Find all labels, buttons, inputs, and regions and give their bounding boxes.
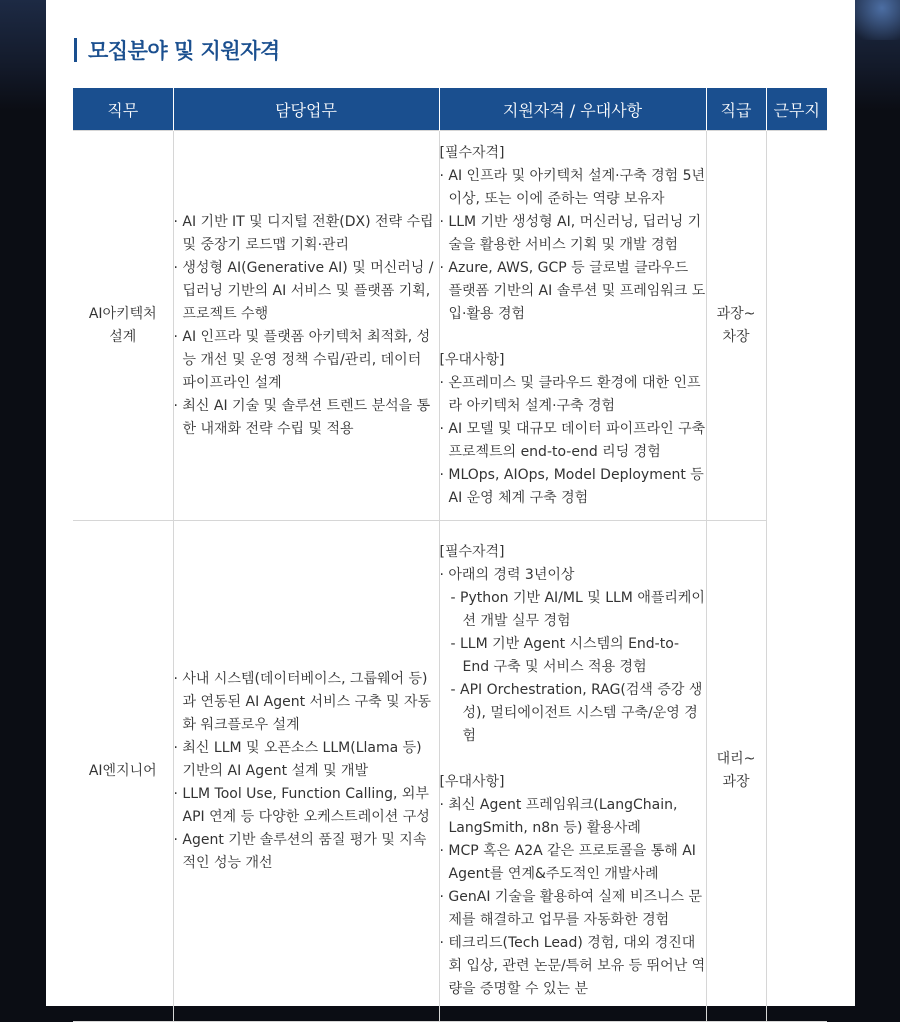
- qualifications-cell: [439, 521, 706, 1022]
- header-qualifications: 지원자격 / 우대사항: [439, 88, 706, 131]
- header-role: 직무: [73, 88, 173, 131]
- preferred-item: · MCP 혹은 A2A 같은 프로토콜을 통해 AI Agent를 연계&주도적인 개발사례: [439, 843, 696, 882]
- grade-text: 과장~: [716, 305, 756, 322]
- heading-accent-bar: [74, 38, 77, 62]
- table-row: [73, 131, 827, 521]
- required-heading: [필수자격]: [439, 144, 505, 161]
- duties-cell: [173, 131, 439, 521]
- header-location: 근무지: [766, 88, 827, 131]
- preferred-item: · 테크리드(Tech Lead) 경험, 대외 경진대회 입상, 관련 논문/특허 보유 등 뛰어난 역량을 증명할 수 있는 분: [439, 935, 706, 997]
- preferred-heading: [우대사항]: [439, 351, 505, 368]
- table-header-row: [73, 88, 827, 131]
- required-sub-item: - API Orchestration, RAG(검색 증강 생성), 멀티에이전트 시스템 구축/운영 경험: [450, 682, 703, 744]
- required-heading: [필수자격]: [439, 544, 505, 560]
- location-cell: [766, 131, 827, 1022]
- duty-item: · Agent 기반 솔루션의 품질 평가 및 지속적인 성능 개선: [173, 831, 427, 871]
- grade-cell: [706, 521, 766, 1022]
- duty-item: · AI 인프라 및 플랫폼 아키텍처 최적화, 성능 개선 및 운영 정책 수립/관리, 데이터 파이프라인 설계: [173, 328, 431, 391]
- required-sub-item: - LLM 기반 Agent 시스템의 End-to-End 구축 및 서비스 적용 경험: [450, 636, 680, 675]
- duty-item: · 생성형 AI(Generative AI) 및 머신러닝 /딥러닝 기반의 AI 서비스 및 플랫폼 기획, 프로젝트 수행: [173, 259, 434, 322]
- grade-text: 대리~: [716, 751, 756, 767]
- duty-item: · 최신 LLM 및 오픈소스 LLM(Llama 등) 기반의 AI Agent 설계 및 개발: [173, 739, 422, 779]
- recruitment-table: [73, 88, 827, 1022]
- section-title: 모집분야 및 지원자격: [88, 39, 280, 63]
- preferred-item: · 온프레미스 및 클라우드 환경에 대한 인프라 아키텍처 설계·구축 경험: [439, 374, 701, 414]
- duty-item: · 사내 시스템(데이터베이스, 그룹웨어 등)과 연동된 AI Agent 서비스 구축 및 자동화 워크플로우 설계: [173, 670, 432, 733]
- duty-item: · 최신 AI 기술 및 솔루션 트렌드 분석을 통한 내재화 전략 수립 및 적용: [173, 397, 431, 437]
- preferred-heading: [우대사항]: [439, 774, 505, 790]
- preferred-item: · GenAI 기술을 활용하여 실제 비즈니스 문제를 해결하고 업무를 자동화한 경험: [439, 889, 703, 928]
- required-item: · LLM 기반 생성형 AI, 머신러닝, 딥러닝 기술을 활용한 서비스 기획 및 개발 경험: [439, 213, 702, 253]
- duty-item: · LLM Tool Use, Function Calling, 외부 API 연계 등 다양한 오케스트레이션 구성: [173, 785, 430, 825]
- section-heading: [74, 36, 280, 64]
- role-name: AI아키텍처: [88, 305, 157, 322]
- required-item: · AI 인프라 및 아키텍처 설계·구축 경험 5년 이상, 또는 이에 준하는 역량 보유자: [439, 167, 706, 207]
- qualifications-cell: [439, 131, 706, 521]
- grade-text-line2: 과장: [722, 774, 750, 790]
- content-card: [46, 0, 855, 1006]
- duty-item: · AI 기반 IT 및 디지털 전환(DX) 전략 수립 및 중장기 로드맵 기획·관리: [173, 213, 434, 253]
- role-cell: [73, 521, 173, 1022]
- preferred-item: · MLOps, AIOps, Model Deployment 등 AI 운영 체계 구축 경험: [439, 466, 704, 506]
- required-sub-item: - Python 기반 AI/ML 및 LLM 애플리케이션 개발 실무 경험: [450, 590, 705, 629]
- role-name: AI엔지니어: [88, 762, 157, 779]
- table-row: [73, 521, 827, 1022]
- required-item: · 아래의 경력 3년이상: [439, 567, 575, 583]
- preferred-item: · AI 모델 및 대규모 데이터 파이프라인 구축 프로젝트의 end-to-end 리딩 경험: [439, 420, 706, 460]
- header-grade: 직급: [706, 88, 766, 131]
- role-name-line2: 설계: [109, 328, 137, 345]
- preferred-item: · 최신 Agent 프레임워크(LangChain, LangSmith, n8n 등) 활용사례: [439, 797, 678, 836]
- role-cell: [73, 131, 173, 521]
- grade-text-line2: 차장: [722, 328, 750, 345]
- duties-cell: [173, 521, 439, 1022]
- grade-cell: [706, 131, 766, 521]
- header-duties: 담당업무: [173, 88, 439, 131]
- required-item: · Azure, AWS, GCP 등 글로벌 클라우드 플랫폼 기반의 AI 솔루션 및 프레임워크 도입·활용 경험: [439, 259, 706, 322]
